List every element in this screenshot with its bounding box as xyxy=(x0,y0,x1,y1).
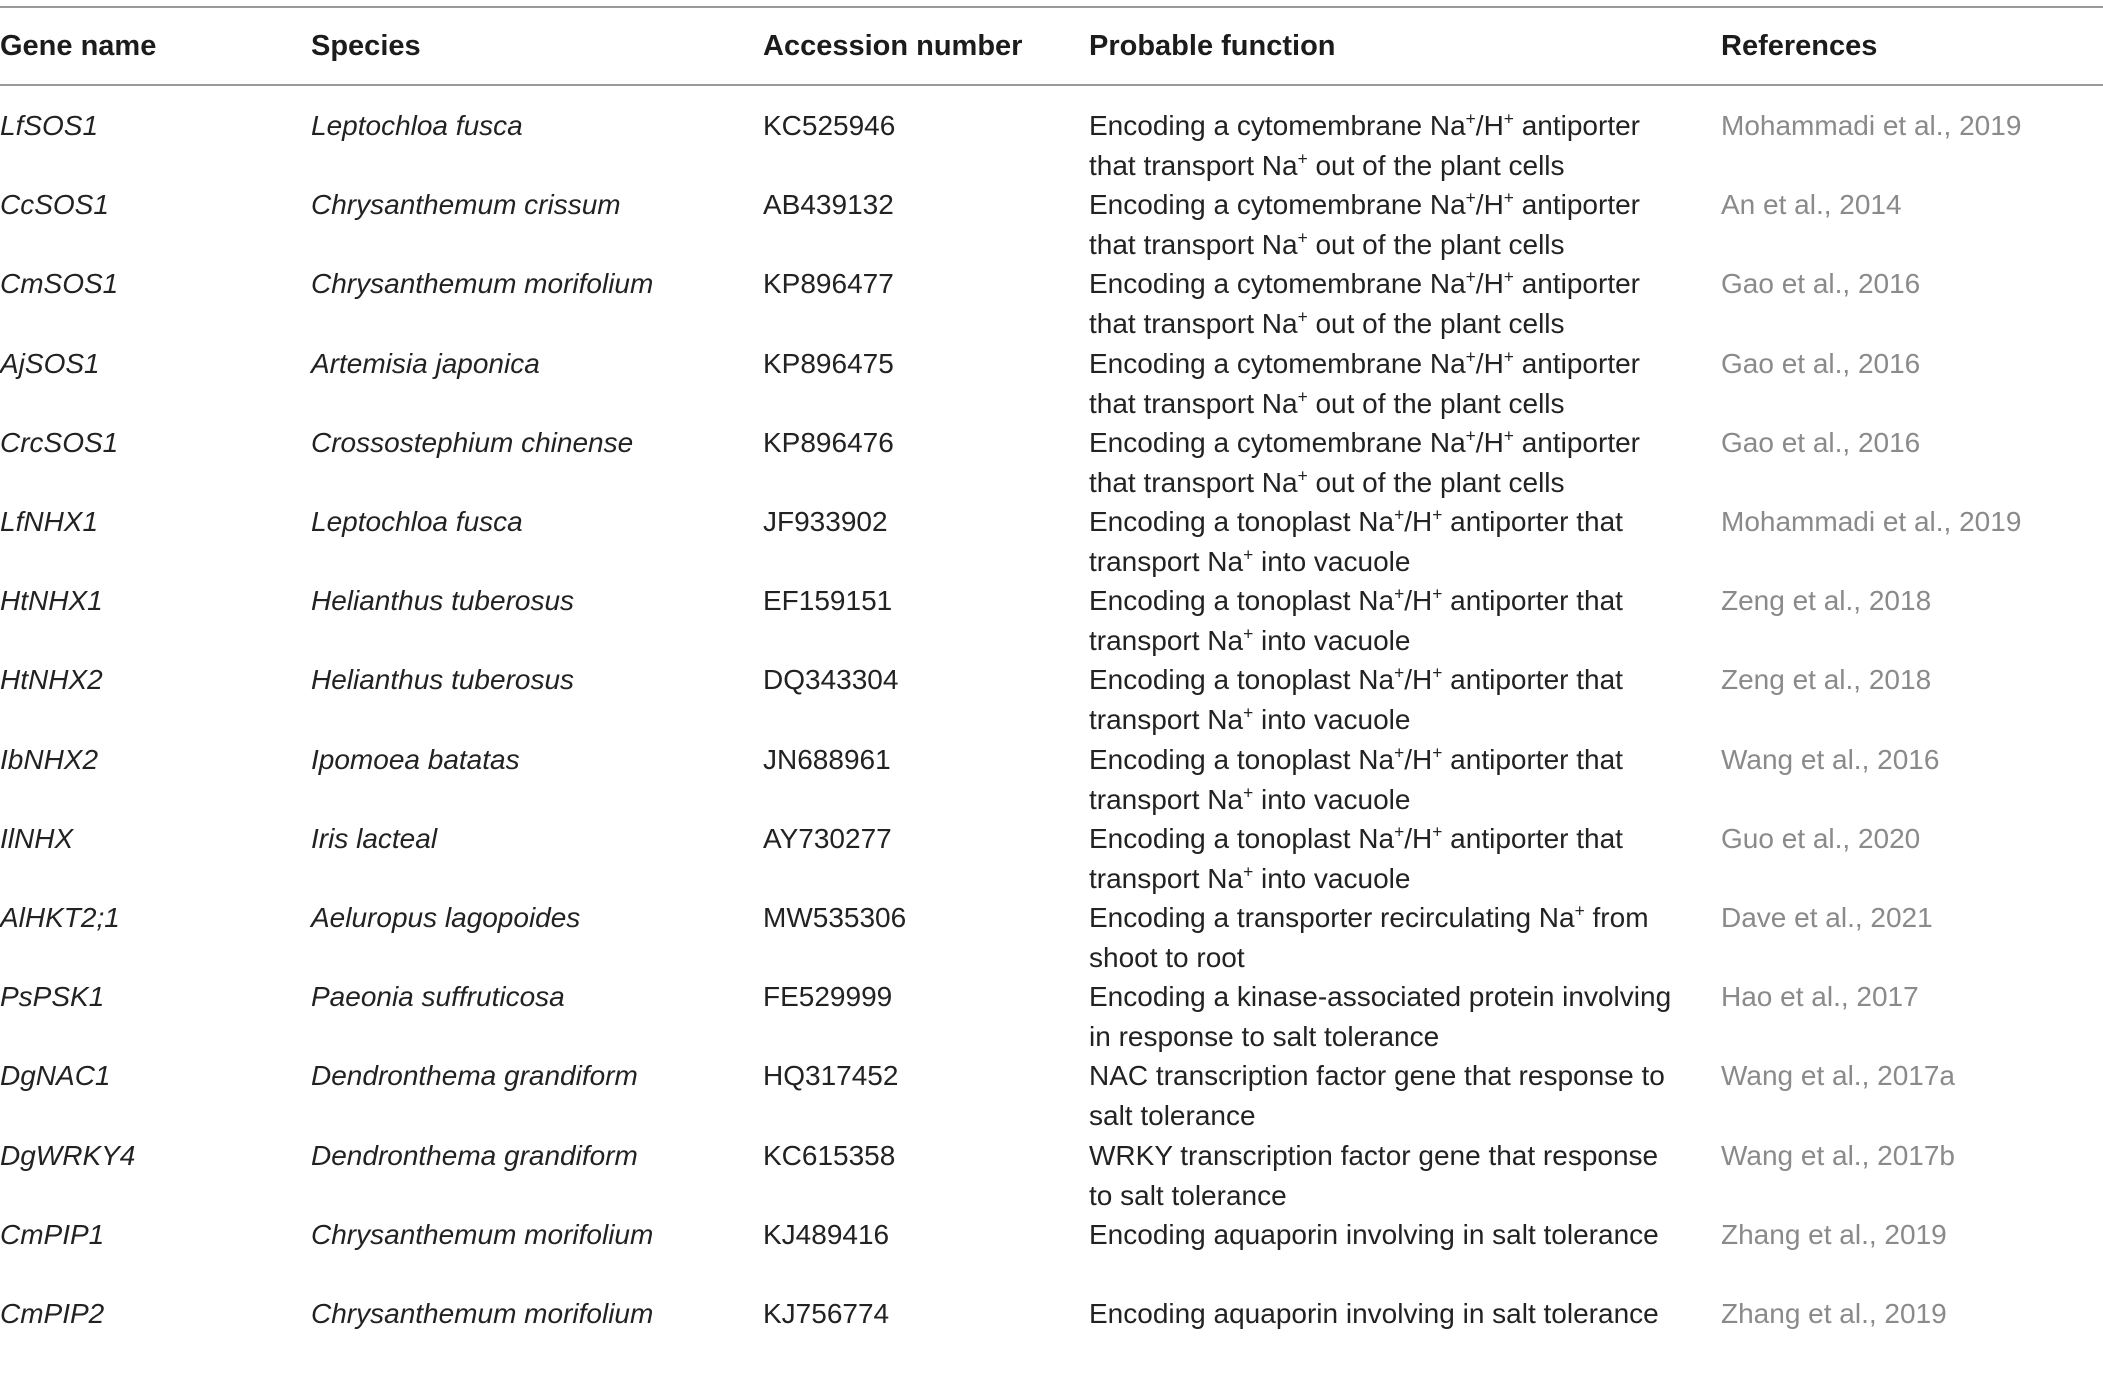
function-line: Encoding a cytomembrane Na+/H+ antiporter xyxy=(1089,267,1641,300)
table-row xyxy=(0,264,2103,343)
probable-function-cell xyxy=(1089,502,1623,582)
table-row xyxy=(0,1056,2103,1135)
species-cell: Helianthus tuberosus xyxy=(311,585,575,617)
table-row xyxy=(0,1215,2103,1294)
function-line: Encoding a kinase-associated protein involving xyxy=(1089,981,1672,1013)
table-row xyxy=(0,106,2103,185)
function-line: to salt tolerance xyxy=(1089,1179,1287,1211)
function-line: that transport Na+ out of the plant cells xyxy=(1089,148,1565,181)
table-row xyxy=(0,660,2103,739)
gene-name-cell: LfSOS1 xyxy=(0,110,99,141)
accession-number-cell: MW535306 xyxy=(763,902,907,933)
accession-number-cell: KP896475 xyxy=(763,347,894,379)
gene-name-cell: CcSOS1 xyxy=(0,189,109,221)
gene-name-cell: DgNAC1 xyxy=(0,1060,111,1092)
species-cell: Chrysanthemum morifolium xyxy=(311,268,654,300)
function-line: transport Na+ into vacuole xyxy=(1089,703,1411,736)
header-references: References xyxy=(1721,30,1878,62)
function-line: NAC transcription factor gene that response to xyxy=(1089,1060,1665,1092)
accession-number-cell: JF933902 xyxy=(763,506,888,537)
function-line: transport Na+ into vacuole xyxy=(1089,782,1411,815)
probable-function-cell xyxy=(1089,581,1623,661)
accession-number-cell: EF159151 xyxy=(763,585,893,617)
table-row xyxy=(0,1294,2103,1373)
reference-cell: Gao et al., 2016 xyxy=(1721,268,1921,300)
gene-name-cell: CmPIP2 xyxy=(0,1298,105,1329)
species-cell: Dendronthema grandiform xyxy=(311,1060,638,1092)
gene-name-cell: PsPSK1 xyxy=(0,981,105,1013)
header-probable-function: Probable function xyxy=(1089,30,1336,62)
probable-function-cell xyxy=(1089,977,1671,1057)
reference-cell: Zhang et al., 2019 xyxy=(1721,1298,1947,1329)
probable-function-cell xyxy=(1089,1215,1659,1255)
table-row xyxy=(0,1136,2103,1215)
reference-cell: Wang et al., 2017a xyxy=(1721,1060,1956,1092)
reference-cell: Zhang et al., 2019 xyxy=(1721,1218,1947,1250)
species-cell: Leptochloa fusca xyxy=(311,110,523,141)
function-line: in response to salt tolerance xyxy=(1089,1021,1440,1053)
reference-cell: Gao et al., 2016 xyxy=(1721,426,1921,458)
reference-cell: Zeng et al., 2018 xyxy=(1721,664,1932,696)
function-line: WRKY transcription factor gene that response xyxy=(1089,1139,1659,1171)
species-cell: Artemisia japonica xyxy=(311,347,540,379)
function-line: salt tolerance xyxy=(1089,1100,1256,1132)
probable-function-cell xyxy=(1089,1136,1658,1216)
gene-name-cell: CmPIP1 xyxy=(0,1218,105,1250)
function-line: Encoding a tonoplast Na+/H+ antiporter that xyxy=(1089,742,1623,775)
probable-function-cell xyxy=(1089,344,1640,424)
reference-cell: Zeng et al., 2018 xyxy=(1721,585,1932,617)
accession-number-cell: KP896477 xyxy=(763,268,894,300)
species-cell: Ipomoea batatas xyxy=(311,743,520,775)
table-row xyxy=(0,423,2103,502)
accession-number-cell: FE529999 xyxy=(763,981,893,1013)
species-cell: Chrysanthemum morifolium xyxy=(311,1218,654,1250)
reference-cell: Mohammadi et al., 2019 xyxy=(1721,506,2022,537)
probable-function-cell xyxy=(1089,1294,1659,1334)
function-line: Encoding aquaporin involving in salt tolerance xyxy=(1089,1298,1659,1329)
function-line: Encoding a tonoplast Na+/H+ antiporter that xyxy=(1089,821,1623,854)
gene-name-cell: AlHKT2;1 xyxy=(0,902,120,933)
function-line: that transport Na+ out of the plant cells xyxy=(1089,386,1565,419)
accession-number-cell: KJ489416 xyxy=(763,1218,890,1250)
accession-number-cell: JN688961 xyxy=(763,743,891,775)
reference-cell: Wang et al., 2017b xyxy=(1721,1139,1956,1171)
reference-cell: Wang et al., 2016 xyxy=(1721,743,1940,775)
probable-function-cell xyxy=(1089,740,1623,820)
reference-cell: Gao et al., 2016 xyxy=(1721,347,1921,379)
function-line: Encoding a cytomembrane Na+/H+ antiporter xyxy=(1089,346,1641,379)
function-line: Encoding a tonoplast Na+/H+ antiporter that xyxy=(1089,504,1623,537)
function-line: that transport Na+ out of the plant cells xyxy=(1089,465,1565,498)
accession-number-cell: KP896476 xyxy=(763,426,894,458)
reference-cell: Guo et al., 2020 xyxy=(1721,822,1921,854)
table-row xyxy=(0,740,2103,819)
function-line: Encoding a cytomembrane Na+/H+ antiporter xyxy=(1089,187,1641,221)
function-line: transport Na+ into vacuole xyxy=(1089,544,1411,577)
accession-number-cell: AB439132 xyxy=(763,189,894,221)
header-accession-number: Accession number xyxy=(763,30,1023,62)
species-cell: Aeluropus lagopoides xyxy=(311,902,581,933)
accession-number-cell: AY730277 xyxy=(763,822,892,854)
header-gene-name: Gene name xyxy=(0,30,157,62)
function-line: Encoding a tonoplast Na+/H+ antiporter that xyxy=(1089,663,1623,696)
probable-function-cell xyxy=(1089,898,1649,978)
function-line: transport Na+ into vacuole xyxy=(1089,623,1411,657)
probable-function-cell xyxy=(1089,423,1640,503)
species-cell: Paeonia suffruticosa xyxy=(311,981,565,1013)
probable-function-cell xyxy=(1089,819,1623,899)
function-line: shoot to root xyxy=(1089,942,1245,973)
table-row xyxy=(0,185,2103,264)
accession-number-cell: DQ343304 xyxy=(763,664,899,696)
function-line: Encoding a cytomembrane Na+/H+ antiporter xyxy=(1089,108,1641,141)
table-row xyxy=(0,819,2103,898)
gene-name-cell: IlNHX xyxy=(0,822,74,854)
table-row xyxy=(0,977,2103,1056)
table-row xyxy=(0,502,2103,581)
function-line: that transport Na+ out of the plant cells xyxy=(1089,307,1565,340)
table-row xyxy=(0,898,2103,977)
accession-number-cell: KC525946 xyxy=(763,110,896,141)
reference-cell: An et al., 2014 xyxy=(1721,189,1902,221)
table-row xyxy=(0,344,2103,423)
species-cell: Iris lacteal xyxy=(311,822,438,854)
gene-name-cell: HtNHX1 xyxy=(0,585,103,617)
accession-number-cell: KJ756774 xyxy=(763,1298,890,1329)
probable-function-cell xyxy=(1089,185,1640,265)
accession-number-cell: KC615358 xyxy=(763,1139,896,1171)
probable-function-cell xyxy=(1089,264,1640,344)
gene-name-cell: IbNHX2 xyxy=(0,743,99,775)
function-line: transport Na+ into vacuole xyxy=(1089,861,1411,894)
table-row xyxy=(0,581,2103,660)
function-line: Encoding a cytomembrane Na+/H+ antiporter xyxy=(1089,425,1641,458)
header-species: Species xyxy=(311,30,421,62)
gene-name-cell: HtNHX2 xyxy=(0,664,103,696)
reference-cell: Hao et al., 2017 xyxy=(1721,981,1919,1013)
gene-name-cell: AjSOS1 xyxy=(0,347,100,379)
gene-name-cell: DgWRKY4 xyxy=(0,1139,136,1171)
probable-function-cell xyxy=(1089,1056,1665,1136)
gene-name-cell: LfNHX1 xyxy=(0,506,99,537)
species-cell: Crossostephium chinense xyxy=(311,426,634,458)
function-line: Encoding a transporter recirculating Na+ from xyxy=(1089,900,1649,933)
gene-name-cell: CrcSOS1 xyxy=(0,426,119,458)
probable-function-cell xyxy=(1089,660,1623,740)
species-cell: Dendronthema grandiform xyxy=(311,1139,638,1171)
species-cell: Chrysanthemum morifolium xyxy=(311,1298,654,1329)
species-cell: Helianthus tuberosus xyxy=(311,664,575,696)
species-cell: Chrysanthemum crissum xyxy=(311,189,621,221)
reference-cell: Mohammadi et al., 2019 xyxy=(1721,110,2022,141)
function-line: that transport Na+ out of the plant cells xyxy=(1089,227,1565,261)
function-line: Encoding a tonoplast Na+/H+ antiporter that xyxy=(1089,583,1623,617)
function-line: Encoding aquaporin involving in salt tolerance xyxy=(1089,1218,1659,1250)
gene-name-cell: CmSOS1 xyxy=(0,268,119,300)
reference-cell: Dave et al., 2021 xyxy=(1721,902,1933,933)
species-cell: Leptochloa fusca xyxy=(311,506,523,537)
accession-number-cell: HQ317452 xyxy=(763,1060,899,1092)
probable-function-cell xyxy=(1089,106,1640,186)
